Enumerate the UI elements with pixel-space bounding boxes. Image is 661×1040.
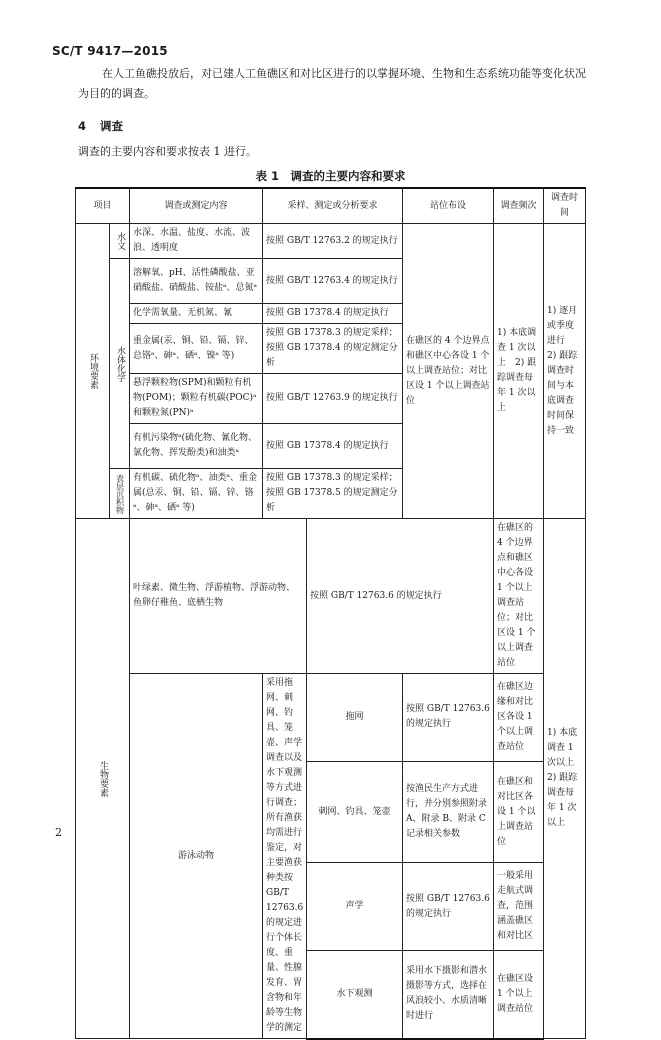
table-cell: 一般采用走航式调查，范围涵盖礁区和对比区 (494, 863, 544, 951)
section-paragraph: 调查的主要内容和要求按表 1 进行。 (78, 145, 257, 158)
table-row (76, 224, 586, 259)
intro-paragraph: 在人工鱼礁投放后，对已建人工鱼礁区和对比区进行的以掌握环境、生物和生态系统功能等变化状况为目的的调查。 (78, 67, 586, 100)
page-number: 2 (55, 826, 62, 839)
document-code: SC/T 9417—2015 (52, 44, 168, 58)
table-cell: 按照 GB/T 12763.2 的规定执行 (263, 224, 403, 259)
table-cell: 水下观测 (307, 951, 403, 1039)
env-frequency: 1) 本底调查 1 次以上 2) 跟踪调查每年 1 次以上 (494, 224, 544, 519)
table-cell: 声学 (307, 863, 403, 951)
table-cell: 按照 GB 17378.4 的规定执行 (263, 424, 403, 469)
section-heading (78, 118, 123, 134)
table-cell: 按照 GB 17378.4 的规定执行 (263, 304, 403, 324)
table-cell: 按渔民生产方式进行，并分别参照附录 A、附录 B、附录 C 记录相关参数 (403, 761, 494, 862)
table-cell: 按照 GB/T 12763.6 的规定执行 (403, 674, 494, 762)
section-title: 调查 (100, 119, 124, 133)
env-category: 环境要素 (76, 224, 110, 519)
bio-frequency: 1) 本底调查 1 次以上 2) 跟踪调查每年 1 次以上 (544, 519, 586, 1039)
bio-category: 生物要素 (76, 519, 130, 1039)
table-cell: 按照 GB/T 12763.6 的规定执行 (307, 519, 494, 674)
table-cell: 刺网、钓具、笼壶 (307, 761, 403, 862)
table-cell: 在礁区设 1 个以上调查站位 (494, 951, 544, 1039)
table-cell: 化学需氧量、无机氮、氰 (130, 304, 263, 324)
table-cell: 按照 GB/T 12763.9 的规定执行 (263, 374, 403, 424)
header-frequency: 调查频次 (494, 188, 544, 224)
header-time: 调查时间 (544, 188, 586, 224)
table-cell: 悬浮颗粒物(SPM)和颗粒有机物(POM)；颗粒有机碳(POC)ᵃ 和颗粒氮(PN)ᵃ (130, 374, 263, 424)
table-cell: 在礁区边缘和对比区各设 1 个以上调查站位 (494, 674, 544, 762)
table-cell: 水深、水温、盐度、水流、波浪、透明度 (130, 224, 263, 259)
table-cell: 按照 GB 17378.3 的规定采样；按照 GB 17378.4 的规定测定分析 (263, 324, 403, 374)
table-cell: 按照 GB 17378.3 的规定采样；按照 GB 17378.5 的规定测定分析 (263, 469, 403, 519)
env-water-chemistry: 水体化学 (110, 259, 130, 469)
table-row (76, 519, 586, 674)
table-cell: 采用水下摄影和潜水摄影等方式，选择在风浪较小、水质清晰时进行 (403, 951, 494, 1039)
env-sediment: 表层沉积物 (110, 469, 130, 519)
env-water-hydrology: 水文 (110, 224, 130, 259)
table-cell: 有机碳、硫化物ᵃ、油类ᵃ、重金属(总汞、铜、铅、镉、锌、铬ᵃ、砷ᵃ、硒ᵃ 等) (130, 469, 263, 519)
table-row (76, 674, 586, 762)
table-cell: 重金属(汞、铜、铅、镉、锌、总铬ᵃ、砷ᵃ、硒ᵃ、镍ᵃ 等) (130, 324, 263, 374)
table-cell: 溶解氧、pH、活性磷酸盐、亚硝酸盐、硝酸盐、铵盐ᵃ、总氮ᵃ (130, 259, 263, 304)
table-cell: 在礁区和对比区各设 1 个以上调查站位 (494, 761, 544, 862)
header-station: 站位布设 (403, 188, 494, 224)
nekton-description: 采用拖网、刺网、钓具、笼壶、声学调查以及水下观测等方式进行调查；所有渔获均需进行鉴定，对主要渔获种类按 GB/T 12763.6 的规定进行个体长度、重量、性腺发育、胃含物和年龄等生物学的测定 (263, 674, 307, 1039)
header-method: 采样、测定或分析要求 (263, 188, 403, 224)
table-cell: 按照 GB/T 12763.6 的规定执行 (403, 863, 494, 951)
table-cell: 叶绿素、微生物、浮游植物、浮游动物、鱼卵仔稚鱼、底栖生物 (130, 519, 307, 674)
section-number: 4 (78, 119, 87, 133)
table-cell: 在礁区的 4 个边界点和礁区中心各设 1 个以上调查站位；对比区设 1 个以上调查站位 (494, 519, 544, 674)
table-header-row (76, 188, 586, 224)
nekton-label: 游泳动物 (130, 674, 263, 1039)
table-cell: 拖网 (307, 674, 403, 762)
table-cell: 有机污染物ᵃ(硫化物、氰化物、氯化物、挥发酚类)和油类ᵃ (130, 424, 263, 469)
table-caption: 表 1 调查的主要内容和要求 (255, 169, 406, 183)
survey-requirements-table (75, 187, 586, 1040)
header-content: 调查或测定内容 (130, 188, 263, 224)
env-station: 在礁区的 4 个边界点和礁区中心各设 1 个以上调查站位；对比区设 1 个以上调查站位 (403, 224, 494, 519)
header-project: 项目 (76, 188, 130, 224)
table-cell: 按照 GB/T 12763.4 的规定执行 (263, 259, 403, 304)
env-time: 1) 逐月或季度进行 2) 跟踪调查时间与本底调查时间保持一致 (544, 224, 586, 519)
